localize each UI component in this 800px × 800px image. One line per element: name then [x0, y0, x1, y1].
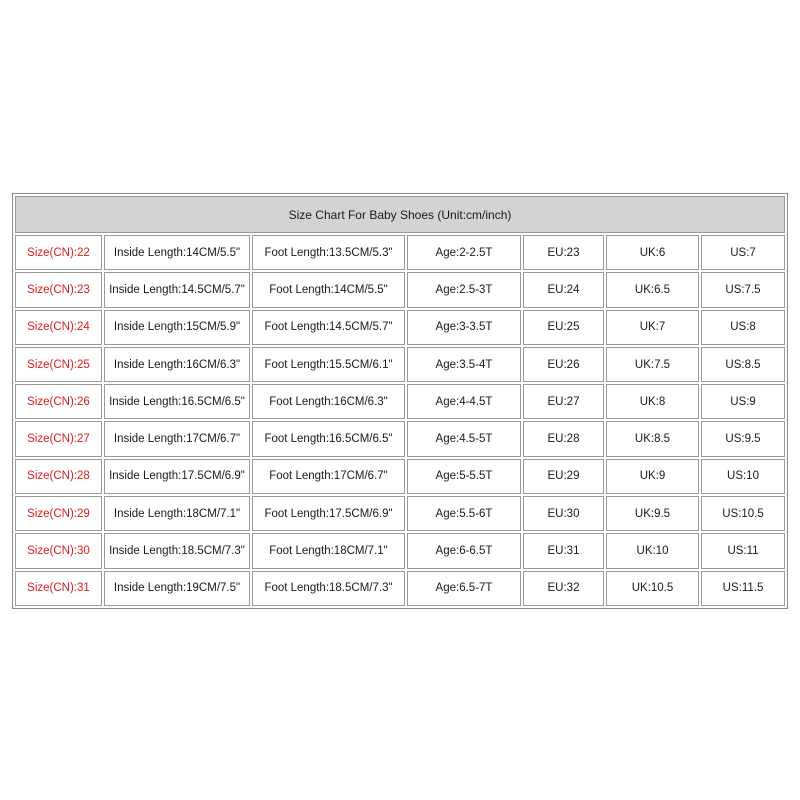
table-row [15, 384, 785, 419]
eu-size-cell: EU:32 [523, 571, 604, 606]
foot-length-cell: Foot Length:16.5CM/6.5" [252, 421, 405, 456]
inside-length-cell: Inside Length:18.5CM/7.3" [104, 533, 250, 568]
table-row [15, 272, 785, 307]
foot-length-cell: Foot Length:17.5CM/6.9" [252, 496, 405, 531]
table-row [15, 459, 785, 494]
size-cn-cell: Size(CN):31 [15, 571, 102, 606]
eu-size-cell: EU:23 [523, 235, 604, 270]
inside-length-cell: Inside Length:18CM/7.1" [104, 496, 250, 531]
age-cell: Age:5-5.5T [407, 459, 521, 494]
table-row [15, 533, 785, 568]
uk-size-cell: UK:9.5 [606, 496, 699, 531]
us-size-cell: US:10.5 [701, 496, 785, 531]
inside-length-cell: Inside Length:19CM/7.5" [104, 571, 250, 606]
age-cell: Age:3.5-4T [407, 347, 521, 382]
size-cn-cell: Size(CN):26 [15, 384, 102, 419]
age-cell: Age:6.5-7T [407, 571, 521, 606]
inside-length-cell: Inside Length:15CM/5.9" [104, 310, 250, 345]
size-cn-cell: Size(CN):30 [15, 533, 102, 568]
size-chart-table [13, 194, 787, 608]
age-cell: Age:2-2.5T [407, 235, 521, 270]
inside-length-cell: Inside Length:14.5CM/5.7" [104, 272, 250, 307]
foot-length-cell: Foot Length:17CM/6.7" [252, 459, 405, 494]
size-cn-cell: Size(CN):27 [15, 421, 102, 456]
inside-length-cell: Inside Length:17CM/6.7" [104, 421, 250, 456]
age-cell: Age:2.5-3T [407, 272, 521, 307]
table-row [15, 571, 785, 606]
foot-length-cell: Foot Length:13.5CM/5.3" [252, 235, 405, 270]
uk-size-cell: UK:10.5 [606, 571, 699, 606]
uk-size-cell: UK:8.5 [606, 421, 699, 456]
table-row [15, 310, 785, 345]
table-row [15, 235, 785, 270]
eu-size-cell: EU:31 [523, 533, 604, 568]
uk-size-cell: UK:7 [606, 310, 699, 345]
eu-size-cell: EU:27 [523, 384, 604, 419]
table-row [15, 347, 785, 382]
foot-length-cell: Foot Length:18.5CM/7.3" [252, 571, 405, 606]
inside-length-cell: Inside Length:16CM/6.3" [104, 347, 250, 382]
size-cn-cell: Size(CN):25 [15, 347, 102, 382]
size-cn-cell: Size(CN):22 [15, 235, 102, 270]
size-cn-cell: Size(CN):28 [15, 459, 102, 494]
foot-length-cell: Foot Length:18CM/7.1" [252, 533, 405, 568]
age-cell: Age:3-3.5T [407, 310, 521, 345]
us-size-cell: US:9 [701, 384, 785, 419]
us-size-cell: US:9.5 [701, 421, 785, 456]
size-cn-cell: Size(CN):23 [15, 272, 102, 307]
eu-size-cell: EU:28 [523, 421, 604, 456]
eu-size-cell: EU:29 [523, 459, 604, 494]
inside-length-cell: Inside Length:16.5CM/6.5" [104, 384, 250, 419]
size-cn-cell: Size(CN):29 [15, 496, 102, 531]
us-size-cell: US:8 [701, 310, 785, 345]
size-cn-cell: Size(CN):24 [15, 310, 102, 345]
title-row [15, 196, 785, 233]
age-cell: Age:5.5-6T [407, 496, 521, 531]
us-size-cell: US:7.5 [701, 272, 785, 307]
eu-size-cell: EU:25 [523, 310, 604, 345]
foot-length-cell: Foot Length:15.5CM/6.1" [252, 347, 405, 382]
us-size-cell: US:8.5 [701, 347, 785, 382]
us-size-cell: US:11.5 [701, 571, 785, 606]
uk-size-cell: UK:6.5 [606, 272, 699, 307]
uk-size-cell: UK:7.5 [606, 347, 699, 382]
age-cell: Age:6-6.5T [407, 533, 521, 568]
table-row [15, 496, 785, 531]
chart-title: Size Chart For Baby Shoes (Unit:cm/inch) [15, 196, 785, 233]
eu-size-cell: EU:26 [523, 347, 604, 382]
eu-size-cell: EU:30 [523, 496, 604, 531]
age-cell: Age:4.5-5T [407, 421, 521, 456]
uk-size-cell: UK:9 [606, 459, 699, 494]
age-cell: Age:4-4.5T [407, 384, 521, 419]
inside-length-cell: Inside Length:17.5CM/6.9" [104, 459, 250, 494]
size-chart [12, 193, 788, 609]
table-row [15, 421, 785, 456]
foot-length-cell: Foot Length:16CM/6.3" [252, 384, 405, 419]
eu-size-cell: EU:24 [523, 272, 604, 307]
uk-size-cell: UK:8 [606, 384, 699, 419]
us-size-cell: US:7 [701, 235, 785, 270]
foot-length-cell: Foot Length:14CM/5.5" [252, 272, 405, 307]
us-size-cell: US:10 [701, 459, 785, 494]
us-size-cell: US:11 [701, 533, 785, 568]
foot-length-cell: Foot Length:14.5CM/5.7" [252, 310, 405, 345]
uk-size-cell: UK:10 [606, 533, 699, 568]
inside-length-cell: Inside Length:14CM/5.5" [104, 235, 250, 270]
uk-size-cell: UK:6 [606, 235, 699, 270]
